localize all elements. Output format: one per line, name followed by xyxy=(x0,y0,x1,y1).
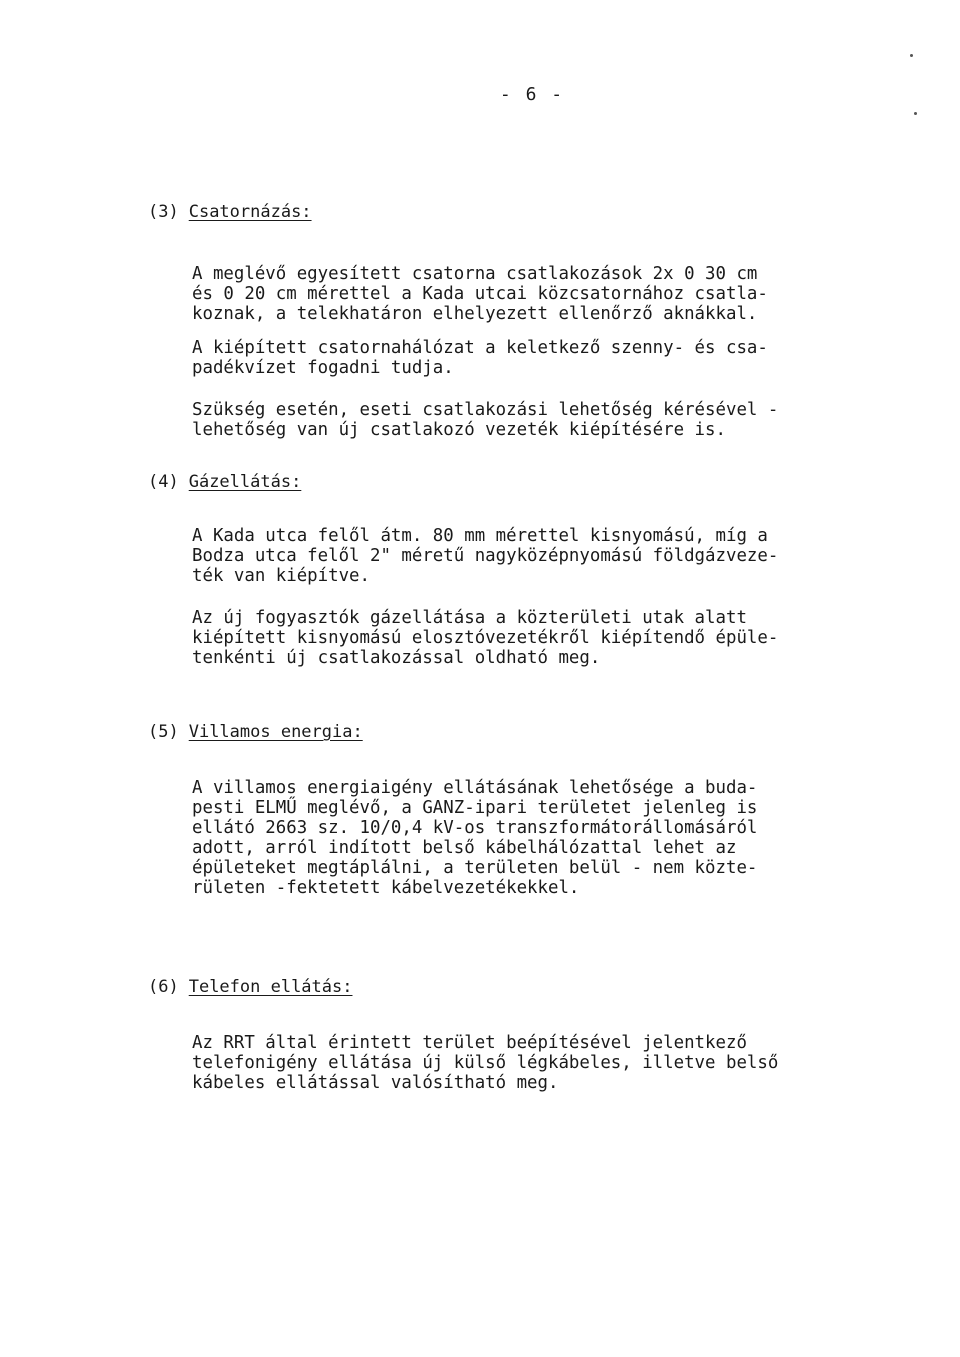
section-gazellatas xyxy=(148,472,848,668)
section-title: Villamos energia: xyxy=(188,722,363,742)
page-number: - 6 - xyxy=(499,84,565,105)
section-title: Gázellátás: xyxy=(188,472,302,492)
paragraph: A Kada utca felől átm. 80 mm mérettel kisnyomású, míg a Bodza utca felől 2" méretű nagyközépnyomású földgázveze- ték van kiépítve. xyxy=(192,526,779,586)
section-number: (4) xyxy=(148,472,179,492)
section-title: Csatornázás: xyxy=(188,202,312,222)
paragraph: Az új fogyasztók gázellátása a közterületi utak alatt kiépített kisnyomású elosztóvezetékről kiépítendő épüle- tenkénti új csatlakozással oldható meg. xyxy=(192,608,779,668)
paragraph: A meglévő egyesített csatorna csatlakozások 2x 0 30 cm és 0 20 cm mérettel a Kada utcai közcsatornához csatla- koznak, a telekhatáron elhelyezett ellenőrző aknákkal. xyxy=(192,264,768,324)
section-heading xyxy=(148,472,848,492)
section-number: (3) xyxy=(148,202,179,222)
section-heading xyxy=(148,977,848,997)
section-telefon-ellatas xyxy=(148,977,848,1093)
paragraph: Szükség esetén, eseti csatlakozási lehetőség kérésével - lehetőség van új csatlakozó vezeték kiépítésére is. xyxy=(192,400,779,440)
scan-speck xyxy=(914,112,917,115)
paragraph: Az RRT által érintett terület beépítésével jelentkező telefonigény ellátása új külső légkábeles, illetve belső kábeles ellátással valósítható meg. xyxy=(192,1033,779,1093)
paragraph: A villamos energiaigény ellátásának lehetősége a buda- pesti ELMŰ meglévő, a GANZ-ipari területet jelenleg is ellátó 2663 sz. 10/0,4 kV-os transzformátorállomásáról adott, arról indított belső kábelhálózattal lehet az épületeket megtáplálni, a területen belül - nem közte- rületen -fektetett kábelvezetékekkel. xyxy=(192,778,758,898)
section-heading xyxy=(148,202,848,222)
section-number: (6) xyxy=(148,977,179,997)
section-title: Telefon ellátás: xyxy=(188,977,353,997)
scan-speck xyxy=(910,54,913,57)
section-villamos-energia xyxy=(148,722,848,898)
section-heading xyxy=(148,722,848,742)
section-number: (5) xyxy=(148,722,179,742)
section-csatornazas xyxy=(148,202,848,440)
paragraph: A kiépített csatornahálózat a keletkező szenny- és csa- padékvízet fogadni tudja. xyxy=(192,338,768,378)
